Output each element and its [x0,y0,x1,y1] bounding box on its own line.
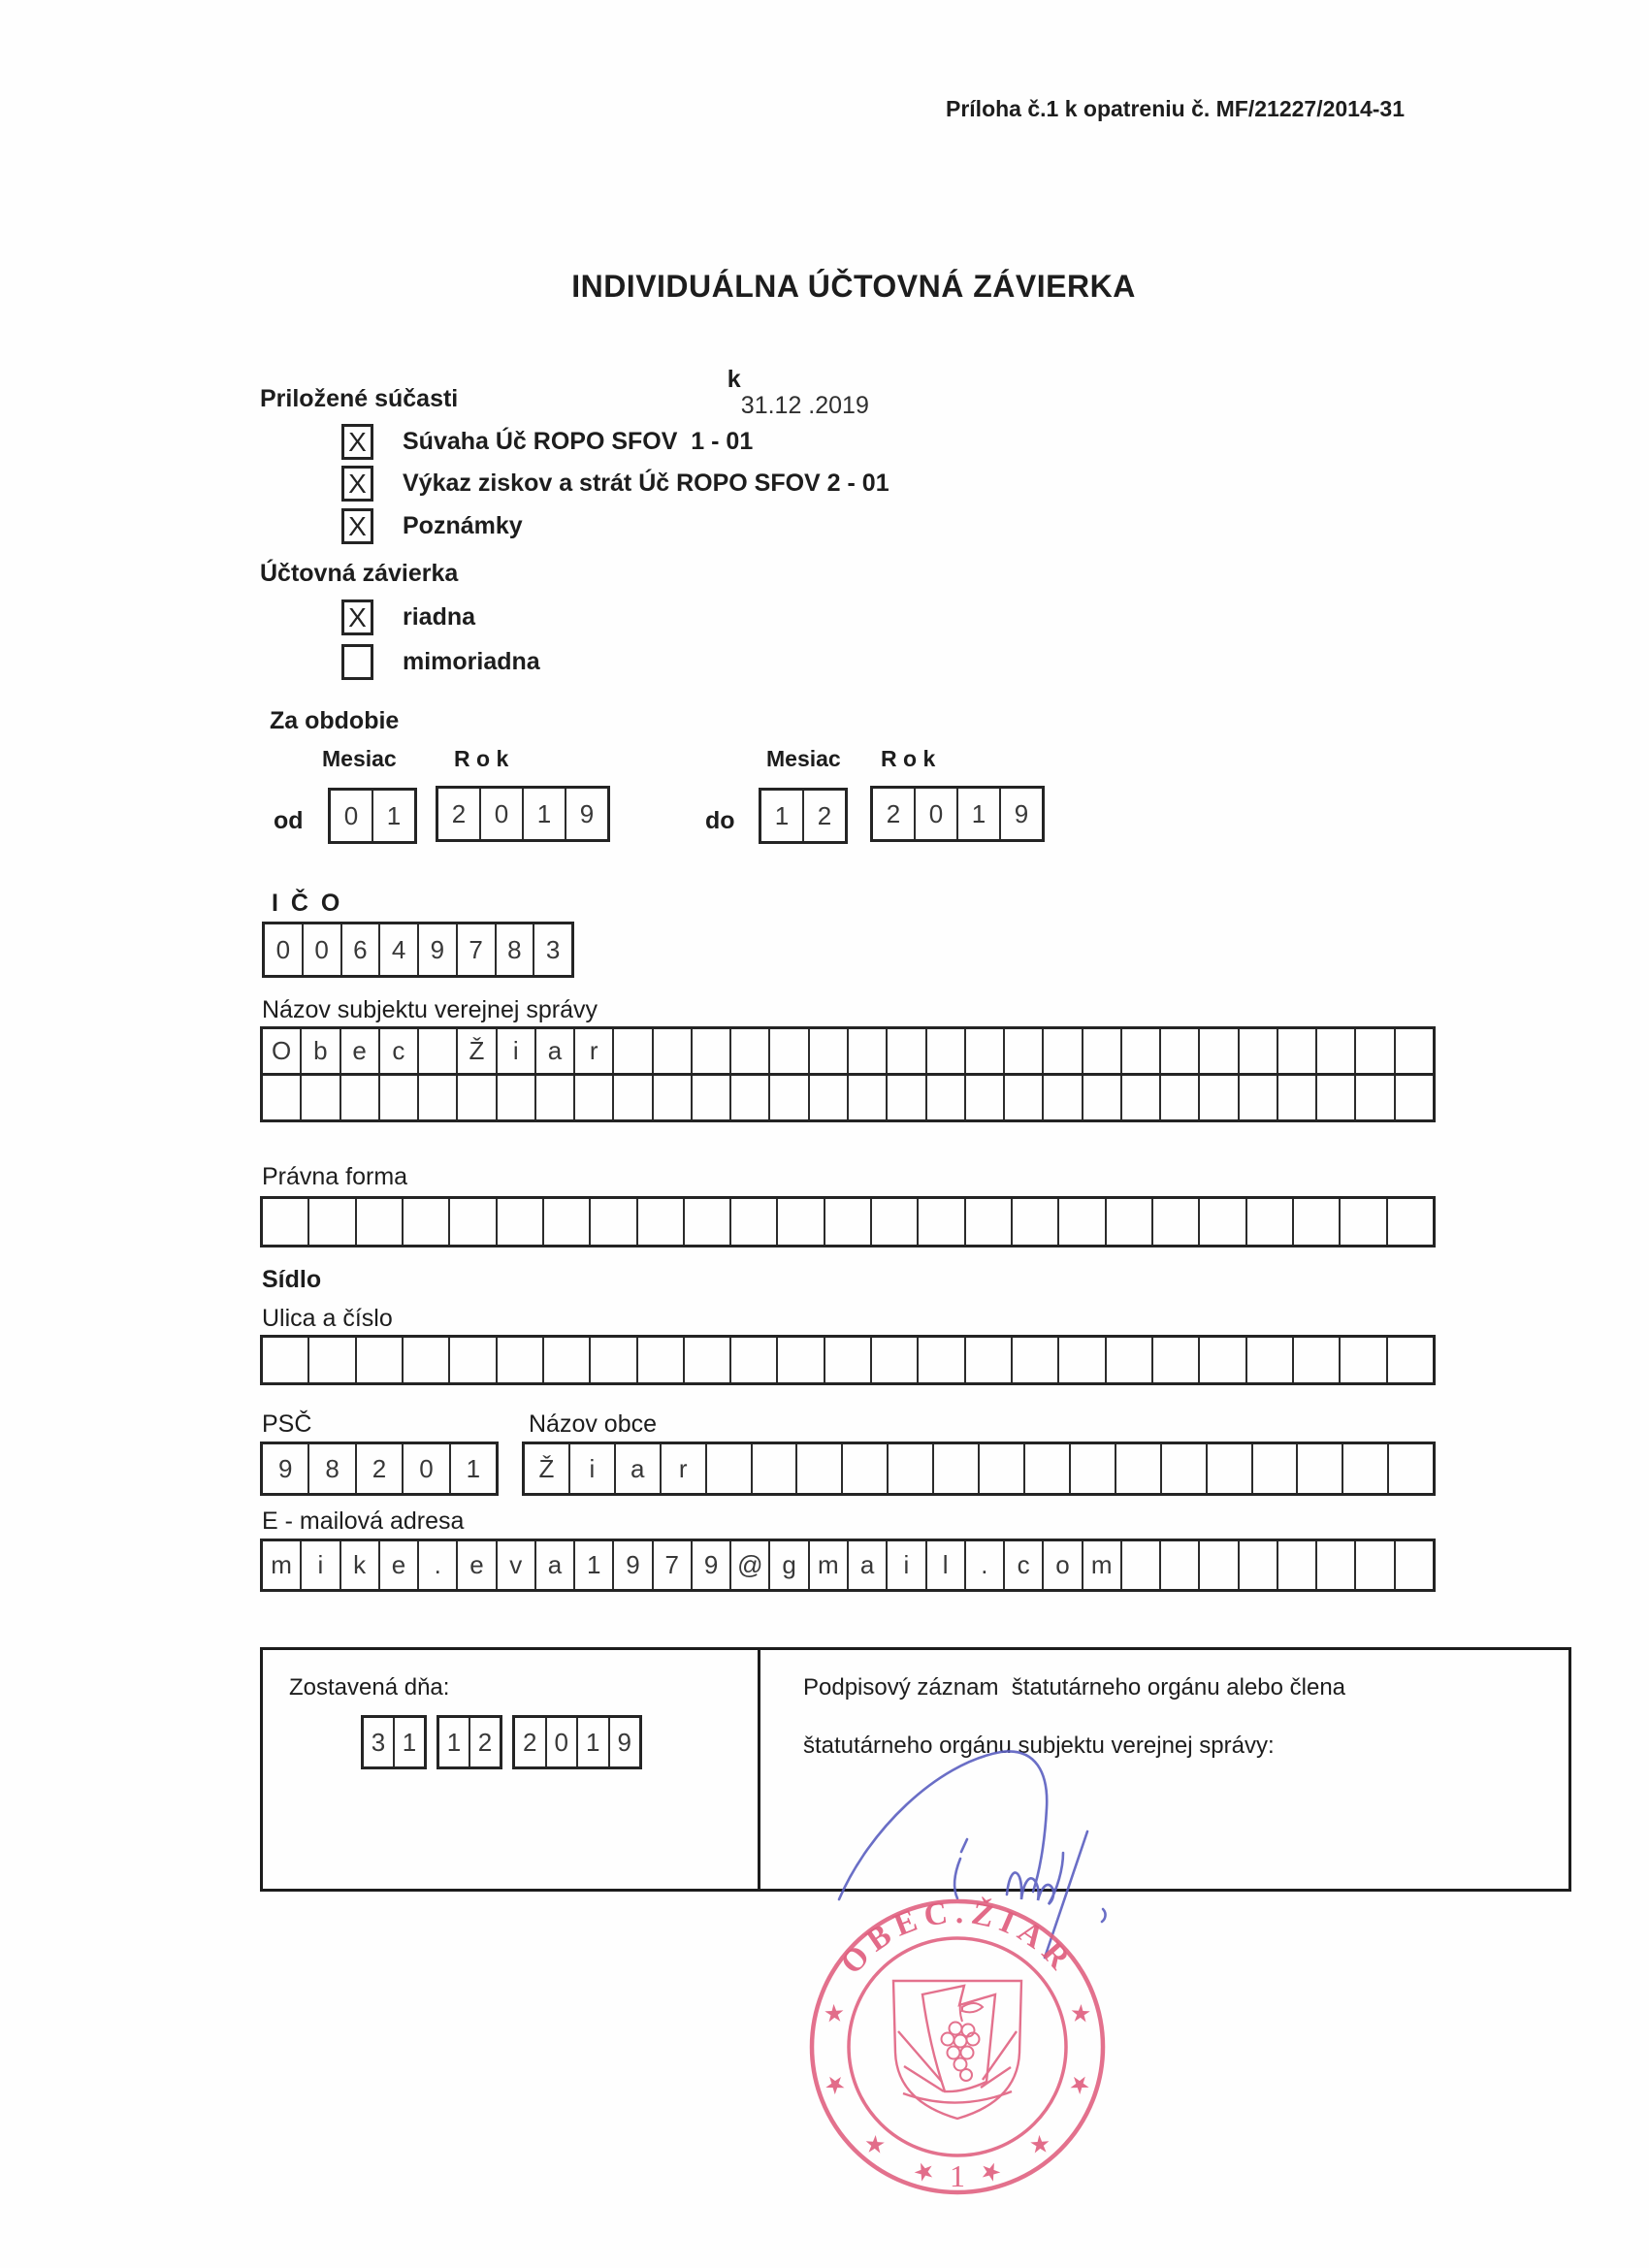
entity-name-label: Názov subjektu verejnej správy [262,996,598,1023]
char-cell: c [1005,1541,1044,1589]
char-cell [1298,1444,1343,1493]
char-cell: 2 [817,800,832,830]
char-cell [685,1338,731,1382]
char-cell [1116,1444,1162,1493]
char-cell [707,1444,753,1493]
char-cell [843,1444,889,1493]
char-cell [693,1076,731,1119]
signature-caption-line1: Podpisový záznam štatutárneho orgánu alebo člena [803,1674,1346,1701]
char-cell [1162,1444,1208,1493]
char-cell [544,1199,591,1245]
char-cell: 0 [265,924,304,975]
char-cell [1341,1338,1387,1382]
char-cell [1200,1338,1246,1382]
attachment-row-poznamky [341,508,523,544]
char-cell [1161,1541,1200,1589]
char-cell [934,1444,980,1493]
char-cell [966,1076,1005,1119]
stamp-star-icon: ★ [910,2155,939,2188]
char-cell [1013,1338,1059,1382]
char-cell [919,1338,965,1382]
char-cell [849,1029,888,1073]
char-cell [1107,1338,1153,1382]
period-to-year-label: R o k [881,746,936,771]
checkbox-mimoriadna [341,644,373,680]
char-cell: a [849,1541,888,1589]
char-cell: 9 [693,1541,731,1589]
closing-row-riadna [341,599,475,635]
checkbox-vykaz: X [341,466,373,502]
as-of-prefix: k [727,365,741,393]
char-cell [1044,1029,1083,1073]
char-cell [1356,1029,1395,1073]
char-cell [1153,1199,1200,1245]
char-cell [685,1199,731,1245]
compiled-month-grid [436,1715,502,1769]
char-cell [1356,1541,1395,1589]
legal-form-label: Právna forma [262,1163,408,1190]
char-cell [302,1076,340,1119]
closing-label-mimoriadna: mimoriadna [403,648,540,675]
municipal-stamp [796,1886,1118,2208]
char-cell [966,1338,1013,1382]
char-cell: e [458,1541,497,1589]
stamp-shield-emblem [893,1981,1021,2119]
char-cell [770,1029,809,1073]
town-grid [522,1442,1436,1496]
stamp-star-icon: ★ [857,2127,892,2162]
char-cell: 6 [342,924,381,975]
char-cell: 0 [404,1444,450,1493]
char-cell [458,1076,497,1119]
char-cell [638,1199,685,1245]
char-cell [980,1444,1025,1493]
checkbox-suvaha: X [341,424,373,460]
char-cell: 8 [309,1444,356,1493]
char-cell [1247,1199,1294,1245]
period-to-year-grid [870,786,1045,842]
char-cell [849,1076,888,1119]
char-cell [888,1029,926,1073]
char-cell: 8 [497,924,535,975]
char-cell: m [1083,1541,1122,1589]
char-cell [825,1199,872,1245]
char-cell [889,1444,934,1493]
char-cell [1200,1076,1239,1119]
char-cell [404,1199,450,1245]
char-cell: 1 [575,1541,614,1589]
char-cell: 0 [916,789,958,839]
checkbox-riadna: X [341,599,373,635]
regulation-note: Príloha č.1 k opatreniu č. MF/21227/2014-31 [946,96,1405,121]
char-cell: v [498,1541,536,1589]
char-cell [591,1199,637,1245]
char-cell [1013,1199,1059,1245]
email-grid [260,1539,1436,1592]
char-cell [770,1076,809,1119]
stamp-arc-text: OBEC.ŽIAR [833,1895,1082,1982]
char-cell [1208,1444,1253,1493]
char-cell [731,1076,770,1119]
closing-label-riadna: riadna [403,603,476,631]
char-cell [1044,1076,1083,1119]
attachment-row-vykaz [341,466,889,502]
char-cell [419,1029,458,1073]
ico-grid [262,922,574,978]
entity-name-grid-row1 [260,1026,1436,1076]
period-to-month-label: Mesiac [766,746,841,771]
stamp-star-icon: ★ [1064,1999,1097,2028]
char-cell: m [810,1541,849,1589]
char-cell: r [662,1444,707,1493]
char-cell [654,1076,693,1119]
char-cell: 9 [263,1444,309,1493]
char-cell: Ž [458,1029,497,1073]
compiled-year-grid [512,1715,642,1769]
compiled-date-label: Zostavená dňa: [289,1674,450,1701]
char-cell [1200,1029,1239,1073]
char-cell: g [770,1541,809,1589]
char-cell: 2 [357,1444,404,1493]
psc-label: PSČ [262,1410,312,1438]
char-cell [1161,1076,1200,1119]
char-cell [966,1199,1013,1245]
closing-heading: Účtovná závierka [260,560,459,587]
char-cell: 7 [458,924,497,975]
char-cell [1005,1029,1044,1073]
char-cell [731,1029,770,1073]
char-cell [1240,1029,1278,1073]
char-cell [1059,1199,1106,1245]
char-cell [1388,1199,1433,1245]
char-cell: . [419,1541,458,1589]
char-cell [731,1338,778,1382]
char-cell [1278,1541,1317,1589]
char-cell [966,1029,1005,1073]
char-cell [544,1338,591,1382]
period-heading: Za obdobie [270,707,400,734]
char-cell: a [536,1029,575,1073]
char-cell [872,1199,919,1245]
attachment-label-suvaha: Súvaha Úč ROPO SFOV 1 - 01 [403,428,754,455]
char-cell [263,1199,309,1245]
char-cell [731,1199,778,1245]
char-cell: c [380,1029,419,1073]
town-label: Názov obce [529,1410,658,1438]
checkbox-poznamky: X [341,508,373,544]
residence-heading: Sídlo [262,1266,322,1293]
char-cell [1240,1541,1278,1589]
char-cell [638,1338,685,1382]
email-label: E - mailová adresa [262,1507,465,1535]
char-cell: 0 [547,1718,579,1766]
char-cell [1122,1076,1161,1119]
char-cell: 1 [439,1718,470,1766]
char-cell: 2 [515,1718,547,1766]
char-cell [1341,1199,1387,1245]
char-cell [1240,1076,1278,1119]
char-cell [825,1338,872,1382]
char-cell [654,1029,693,1073]
char-cell: 4 [380,924,419,975]
char-cell [1247,1338,1294,1382]
char-cell [888,1076,926,1119]
char-cell [1107,1199,1153,1245]
char-cell: b [302,1029,340,1073]
signature-box-divider [758,1650,760,1889]
char-cell: i [302,1541,340,1589]
char-cell: 3 [364,1718,395,1766]
char-cell: a [536,1541,575,1589]
char-cell [1253,1444,1299,1493]
char-cell [419,1076,458,1119]
char-cell: k [341,1541,380,1589]
psc-grid [260,1442,499,1496]
char-cell [1396,1076,1433,1119]
char-cell: 1 [402,1727,417,1757]
char-cell [778,1338,824,1382]
char-cell [1161,1029,1200,1073]
stamp-grape-cluster [942,1996,984,2081]
char-cell [927,1029,966,1073]
char-cell: m [263,1541,302,1589]
char-cell: 2 [873,789,916,839]
char-cell: 1 [958,789,1001,839]
stamp-star-icon: ★ [1022,2127,1057,2162]
char-cell [1343,1444,1389,1493]
char-cell: . [966,1541,1005,1589]
char-cell [753,1444,798,1493]
char-cell [498,1076,536,1119]
char-cell: 0 [304,924,342,975]
char-cell [357,1338,404,1382]
char-cell: e [341,1029,380,1073]
attachments-heading: Priložené súčasti [260,385,459,412]
char-cell [1083,1029,1122,1073]
entity-name-grid-row2 [260,1073,1436,1122]
char-cell [1317,1541,1356,1589]
stamp-bottom-numeral: 1 [950,2158,965,2193]
char-cell [357,1199,404,1245]
attachment-row-suvaha [341,424,753,460]
char-cell [450,1338,497,1382]
char-cell [1071,1444,1116,1493]
char-cell: Ž [525,1444,570,1493]
char-cell [263,1338,309,1382]
char-cell [498,1199,544,1245]
char-cell: O [263,1029,302,1073]
char-cell: i [498,1029,536,1073]
as-of-value: 31.12 .2019 [740,392,869,419]
char-cell [1356,1076,1395,1119]
char-cell [919,1199,965,1245]
char-cell: 9 [419,924,458,975]
char-cell: i [570,1444,616,1493]
char-cell [927,1076,966,1119]
char-cell: i [888,1541,926,1589]
period-to-label: do [705,807,735,834]
char-cell: 7 [654,1541,693,1589]
street-label: Ulica a číslo [262,1305,393,1332]
char-cell [1025,1444,1071,1493]
period-from-month-label: Mesiac [322,746,397,771]
char-cell [1294,1338,1341,1382]
char-cell: 2 [438,789,481,839]
period-from-label: od [274,807,304,834]
char-cell [810,1076,849,1119]
char-cell [1059,1338,1106,1382]
char-cell [309,1338,356,1382]
char-cell: 1 [386,800,402,830]
char-cell: e [380,1541,419,1589]
char-cell [810,1029,849,1073]
char-cell [614,1076,653,1119]
signature-accent [961,1839,967,1852]
stamp-star-icon: ★ [1063,2070,1096,2099]
char-cell: 9 [1014,798,1029,828]
period-from-month-grid [328,788,417,844]
char-cell [614,1029,653,1073]
char-cell [1122,1029,1161,1073]
char-cell [341,1076,380,1119]
char-cell [450,1199,497,1245]
char-cell [1200,1199,1246,1245]
char-cell: r [575,1029,614,1073]
street-grid [260,1335,1436,1385]
char-cell [1122,1541,1161,1589]
char-cell [591,1338,637,1382]
ico-label: I Č O [272,890,343,917]
signature-arc [839,1751,1047,1899]
char-cell: 3 [545,934,561,964]
stamp-star-icon: ★ [819,2070,852,2099]
char-cell [1278,1029,1317,1073]
char-cell: 9 [617,1727,631,1757]
closing-row-mimoriadna [341,644,540,680]
attachment-label-vykaz: Výkaz ziskov a strát Úč ROPO SFOV 2 - 01 [403,470,889,497]
char-cell [1396,1541,1433,1589]
char-cell: l [927,1541,966,1589]
char-cell [1153,1338,1200,1382]
form-title: INDIVIDUÁLNA ÚČTOVNÁ ZÁVIERKA [571,269,1136,304]
char-cell [498,1338,544,1382]
char-cell: 1 [466,1453,481,1483]
char-cell [1389,1444,1433,1493]
stamp-star-icon: ★ [818,1999,851,2028]
char-cell: 1 [578,1718,610,1766]
char-cell [778,1199,824,1245]
char-cell: 9 [614,1541,653,1589]
signature-caption-line2: štatutárneho orgánu subjektu verejnej správy: [803,1733,1275,1759]
char-cell: o [1044,1541,1083,1589]
char-cell [1294,1199,1341,1245]
period-to-month-grid [759,788,848,844]
char-cell: 0 [331,791,373,841]
char-cell [797,1444,843,1493]
char-cell: 1 [761,791,804,841]
char-cell [872,1338,919,1382]
char-cell: 0 [481,789,524,839]
char-cell [1317,1076,1356,1119]
char-cell [1083,1076,1122,1119]
char-cell [1005,1076,1044,1119]
period-from-year-label: R o k [454,746,509,771]
char-cell: 1 [524,789,566,839]
char-cell [1388,1338,1433,1382]
char-cell [404,1338,450,1382]
attachment-label-poznamky: Poznámky [403,512,523,539]
char-cell: a [616,1444,662,1493]
char-cell: 2 [477,1727,493,1757]
legal-form-grid [260,1196,1436,1247]
char-cell [1278,1076,1317,1119]
char-cell [1200,1541,1239,1589]
char-cell [1317,1029,1356,1073]
char-cell [263,1076,302,1119]
compiled-day-grid [361,1715,427,1769]
char-cell [536,1076,575,1119]
char-cell: 9 [579,798,595,828]
char-cell [380,1076,419,1119]
period-from-year-grid [436,786,610,842]
stamp-star-icon: ★ [976,2155,1005,2188]
char-cell: @ [731,1541,770,1589]
char-cell [1396,1029,1433,1073]
char-cell [575,1076,614,1119]
char-cell [693,1029,731,1073]
char-cell [309,1199,356,1245]
